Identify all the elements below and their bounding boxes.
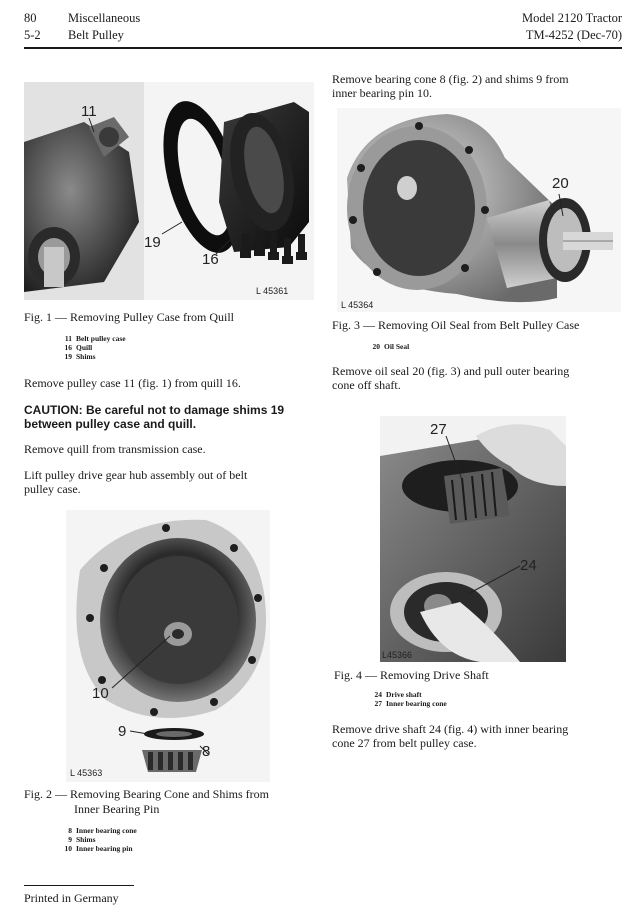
fig2-callout-10: 10 [92,685,109,702]
fig1-callout-11: 11 [81,103,97,120]
legend-item: 9 Shims [68,835,96,844]
fig1-photo-code: L 45361 [256,286,289,296]
caption-line: Inner Bearing Pin [74,802,160,816]
fig4-photo-code: L45366 [382,650,413,660]
paragraph-line: Remove oil seal 20 (fig. 3) and pull outer bearing [332,364,570,378]
header-rule [24,47,622,49]
paragraph-line: cone 27 from belt pulley case. [332,736,477,750]
legend-item: 10 Inner bearing pin [64,844,133,853]
paragraph-line: inner bearing pin 10. [332,86,432,100]
legend-item: 16 Quill [64,343,93,352]
caption-line: Fig. 2 — Removing Bearing Cone and Shims from [24,787,269,801]
fig1-photo [24,82,314,300]
legend-item: 27 Inner bearing cone [374,699,447,708]
fig2-photo-code: L 45363 [70,768,103,778]
fig2-caption [24,787,316,817]
fig2-legend [58,826,137,853]
paragraph-remove-seal [332,364,622,392]
fig3-caption: Fig. 3 — Removing Oil Seal from Belt Pulley Case [332,318,580,332]
caution-line: CAUTION: Be careful not to damage shims 19 [24,403,285,417]
manual-code: TM-4252 (Dec-70) [525,28,622,42]
fig4-callout-24: 24 [520,557,537,574]
section-number: 5-2 [24,28,41,42]
paragraph-remove-quill: Remove quill from transmission case. [24,442,206,456]
chapter-title: Miscellaneous [68,11,141,25]
legend-item: 20 Oil Seal [372,342,410,351]
fig3-callout-20: 20 [552,175,569,192]
paragraph-line: cone off shaft. [332,378,401,392]
caution-note [24,403,316,431]
legend-item: 19 Shims [64,352,96,361]
footer-rule [24,885,134,886]
paragraph-remove-shaft [332,722,622,750]
fig3-photo-code: L 45364 [341,300,374,310]
fig1-legend [58,334,126,361]
model-title: Model 2120 Tractor [522,11,622,25]
fig4-callout-27: 27 [430,421,447,438]
fig1-callout-16: 16 [202,251,219,268]
legend-item: 24 Drive shaft [374,690,422,699]
paragraph-line: Remove drive shaft 24 (fig. 4) with inner bearing [332,722,569,736]
fig1-caption: Fig. 1 — Removing Pulley Case from Quill [24,310,234,324]
paragraph-lift-hub [24,468,314,496]
page-number: 80 [24,11,37,25]
fig2-callout-9: 9 [118,723,127,740]
paragraph-line: Lift pulley drive gear hub assembly out of belt [24,468,248,482]
fig2-callout-8: 8 [202,743,211,760]
fig3-legend [366,342,409,351]
topic-title: Belt Pulley [68,28,124,42]
fig1-callout-19: 19 [144,234,161,251]
fig4-legend [368,690,447,708]
paragraph-remove-case: Remove pulley case 11 (fig. 1) from quill 16. [24,376,241,390]
caution-line: between pulley case and quill. [24,417,197,431]
fig4-photo [380,416,566,662]
fig2-photo [66,510,270,782]
legend-item: 8 Inner bearing cone [68,826,137,835]
printed-in-note: Printed in Germany [24,891,119,905]
fig3-photo [337,108,621,312]
paragraph-remove-cone [332,72,622,100]
fig4-caption: Fig. 4 — Removing Drive Shaft [334,668,489,682]
legend-item: 11 Belt pulley case [64,334,126,343]
paragraph-line: pulley case. [24,482,81,496]
paragraph-line: Remove bearing cone 8 (fig. 2) and shims 9 from [332,72,569,86]
